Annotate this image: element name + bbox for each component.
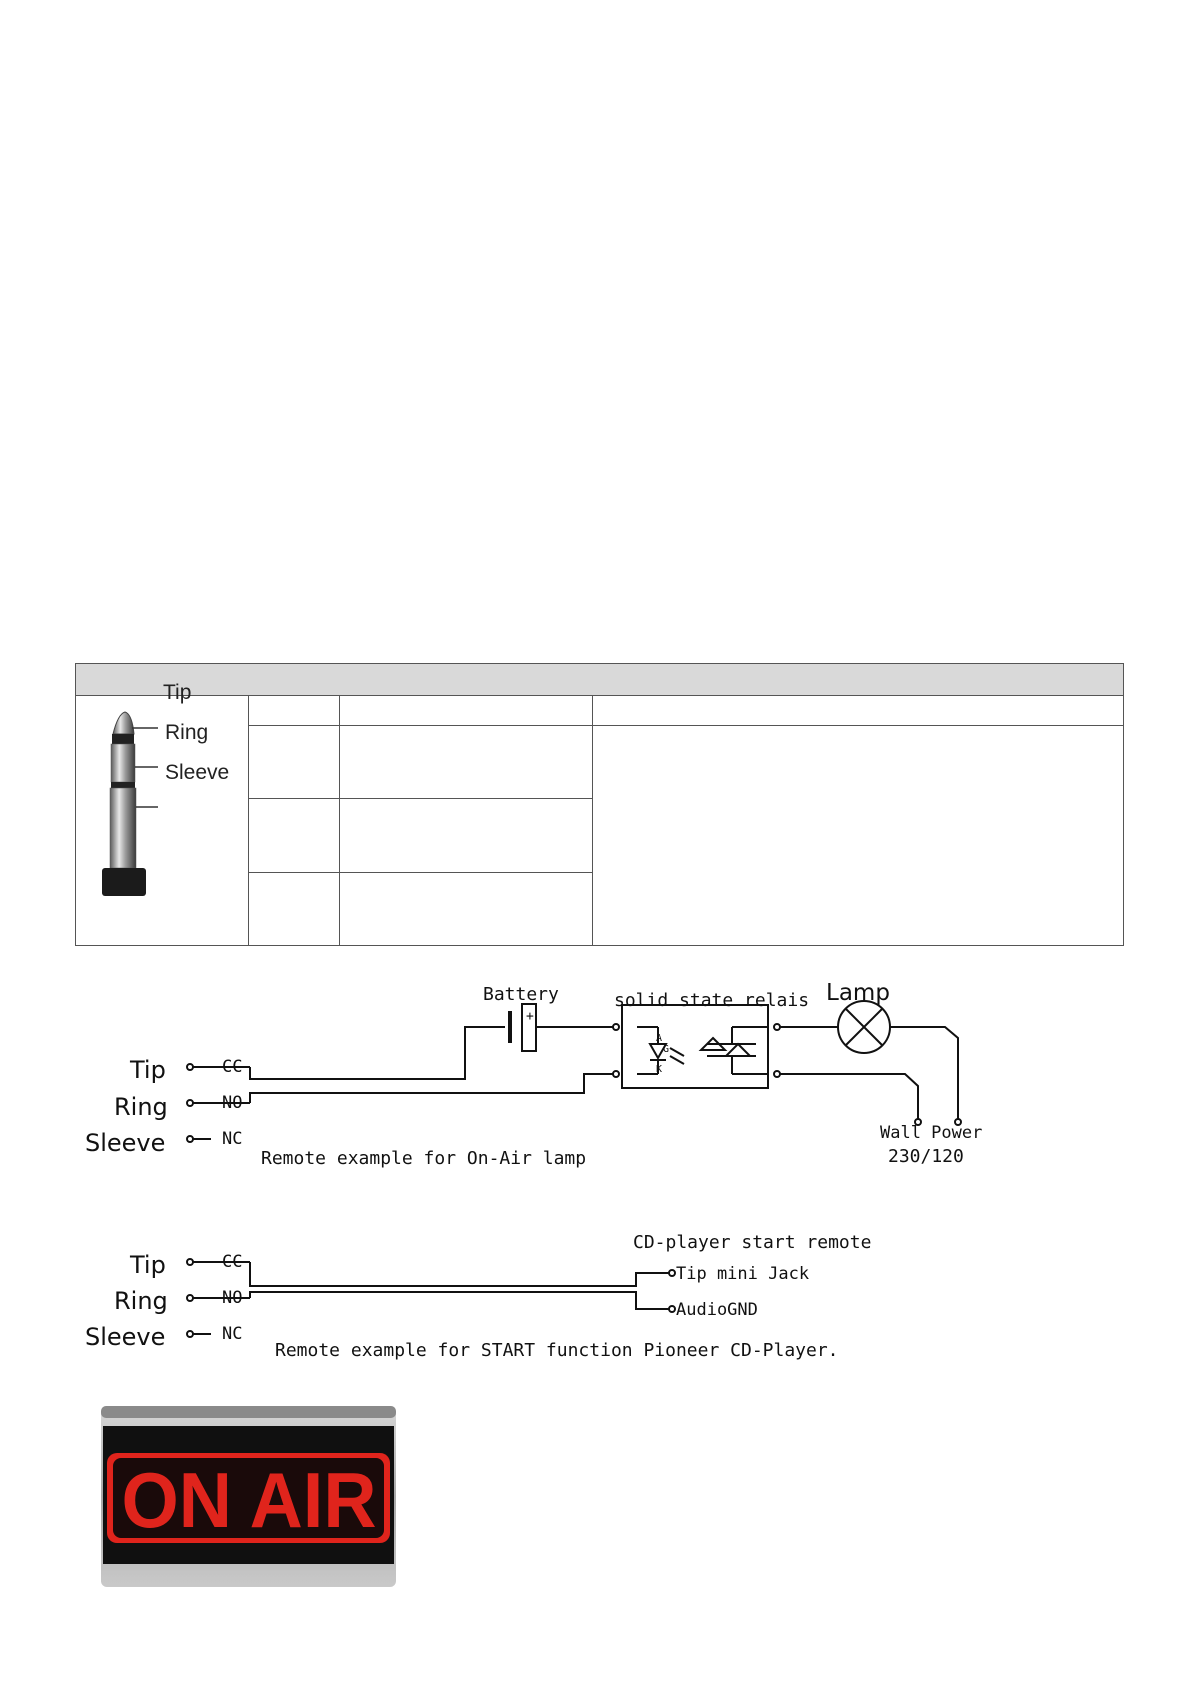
battery-label: Battery bbox=[483, 984, 559, 1005]
solid-state-relay-box bbox=[622, 1005, 768, 1088]
terminal-tip-label: Tip bbox=[130, 1251, 166, 1279]
table-row-divider bbox=[248, 725, 1124, 726]
contact-nc-label: NC bbox=[222, 1324, 243, 1344]
no-to-audio-gnd-wire bbox=[250, 1292, 670, 1309]
diagram1-caption: Remote example for On-Air lamp bbox=[261, 1148, 587, 1169]
jack-label-ring: Ring bbox=[165, 721, 209, 744]
relay-pin-g: G bbox=[663, 1044, 670, 1055]
pin-assignment-table bbox=[75, 663, 1124, 946]
relay-pin-k: K bbox=[656, 1064, 663, 1075]
on-air-sign-image bbox=[101, 1406, 396, 1587]
on-air-sign-text: ON AIR bbox=[121, 1456, 377, 1544]
on-air-lamp-circuit-diagram bbox=[0, 960, 1191, 1180]
table-col-divider bbox=[592, 695, 593, 946]
diagram2-caption: Remote example for START function Pioneer CD-Player. bbox=[275, 1340, 839, 1361]
contact-cc-label: CC bbox=[222, 1252, 243, 1272]
contact-no-label: NO bbox=[222, 1093, 243, 1113]
table-row-divider bbox=[248, 798, 592, 799]
cd-player-label: CD-player start remote bbox=[633, 1232, 872, 1253]
contact-no-label: NO bbox=[222, 1288, 243, 1308]
relay-to-wall-power-wire bbox=[780, 1074, 918, 1120]
jack-label-sleeve: Sleeve bbox=[165, 761, 230, 784]
terminal-tip-label: Tip bbox=[130, 1056, 166, 1084]
terminal-ring-label: Ring bbox=[114, 1093, 168, 1121]
table-header-row bbox=[76, 664, 1123, 696]
wall-power-value: 230/120 bbox=[888, 1146, 964, 1167]
lamp-label: Lamp bbox=[826, 980, 890, 1006]
jack-label-tip: Tip bbox=[163, 681, 192, 704]
wall-power-label: Wall Power bbox=[880, 1123, 983, 1143]
table-col-divider bbox=[248, 695, 249, 946]
cc-to-tip-mini-jack-wire bbox=[250, 1262, 670, 1286]
battery-plus-sign: + bbox=[526, 1009, 534, 1024]
table-col-divider bbox=[339, 695, 340, 946]
contact-cc-label: CC bbox=[222, 1057, 243, 1077]
relay-pin-a: A bbox=[656, 1033, 663, 1044]
contact-nc-label: NC bbox=[222, 1129, 243, 1149]
terminal-ring-label: Ring bbox=[114, 1287, 168, 1315]
terminal-sleeve-label: Sleeve bbox=[85, 1323, 166, 1351]
stereo-jack-plug-image bbox=[88, 704, 158, 904]
relay-label: solid state relais bbox=[614, 990, 810, 1011]
cd-player-start-circuit-diagram bbox=[0, 1220, 1191, 1370]
cc-to-battery-wire bbox=[250, 1027, 505, 1079]
audio-gnd-label: AudioGND bbox=[676, 1300, 758, 1320]
tip-mini-jack-label: Tip mini Jack bbox=[676, 1264, 810, 1284]
table-row-divider bbox=[248, 872, 592, 873]
terminal-sleeve-label: Sleeve bbox=[85, 1129, 166, 1157]
